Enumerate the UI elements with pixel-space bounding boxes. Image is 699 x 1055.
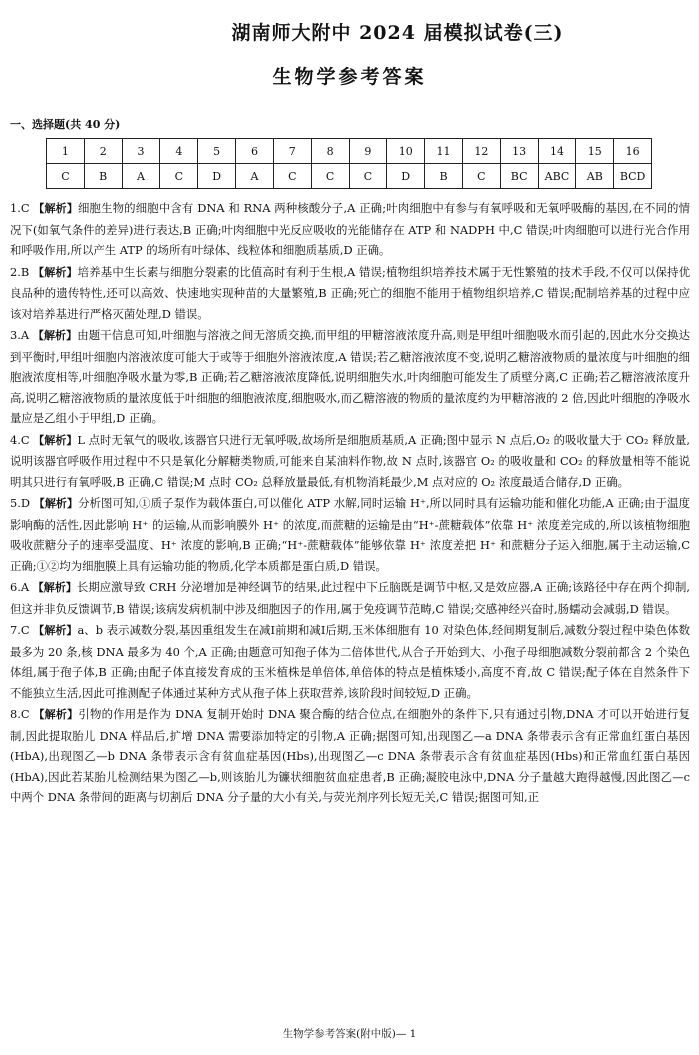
answer-key-cell: A bbox=[236, 164, 274, 189]
answer-key-cell: BCD bbox=[614, 164, 652, 189]
question-number-cell: 15 bbox=[576, 139, 614, 164]
item-number: 2.B bbox=[10, 264, 30, 279]
analysis-tag: 【解析】 bbox=[32, 581, 77, 594]
answer-table bbox=[46, 138, 652, 189]
exam-title: 湖南师大附中 2024 届模拟试卷(三) bbox=[231, 22, 564, 44]
analysis-tag: 【解析】 bbox=[33, 708, 79, 721]
item-number: 3.A bbox=[10, 328, 30, 342]
answer-key-cell: C bbox=[462, 164, 500, 189]
item-number: 5.D bbox=[10, 496, 31, 510]
item-number: 6.A bbox=[10, 580, 30, 594]
explanation-item bbox=[10, 325, 690, 429]
question-number-cell: 7 bbox=[273, 139, 311, 164]
item-number: 8.C bbox=[10, 707, 30, 721]
item-number: 4.C bbox=[10, 432, 30, 447]
item-text: 长期应激导致 CRH 分泌增加是神经调节的结果,此过程中下丘脑既是调节中枢,又是效应器,A 正确;该路径中存在两个抑制,但这并非负反馈调节,B 错误;该病发病机制中涉及细胞因子的作用,属于免疫调节范畴,C 错误;交感神经兴奋时,肠蠕动会减弱,D 错误。 bbox=[10, 580, 691, 616]
item-number: 7.C bbox=[10, 623, 30, 637]
answer-key-cell: BC bbox=[500, 164, 538, 189]
answer-key-cell: D bbox=[198, 164, 236, 189]
question-number-cell: 16 bbox=[614, 139, 652, 164]
explanation-item bbox=[10, 430, 690, 493]
item-text: 引物的作用是作为 DNA 复制开始时 DNA 聚合酶的结合位点,在细胞外的条件下,只有通过引物,DNA 才可以开始进行复制,因此提取胎儿 DNA 样品后,扩增 DNA 需要添加特定的引物,A 正确;据图可知,出现图乙—a DNA 条带表示含有正常血红蛋白基因(HbA),出现图乙—b DNA 条带表示含有贫血症基因(Hbs),出现图乙—c DNA 条带表示含有贫血症基因(Hbs)和正常血红蛋白基因(HbA),因此若某胎儿检测结果为图乙—b,则该胎儿为镰状细胞贫血症患者,B 正确;凝胶电泳中,DNA 分子量越大跑得越慢,因此图乙—c 中两个 DNA 条带间的距离与切割后 DNA 分子量的大小有关,与荧光剂序列长短无关,C 错误;据图可知,正 bbox=[10, 707, 691, 804]
item-text: 培养基中生长素与细胞分裂素的比值高时有利于生根,A 错误;植物组织培养技术属于无性繁殖的技术手段,不仅可以保持优良品种的遗传特性,还可以高效、快速地实现种苗的大量繁殖,B 正确;死亡的细胞不能用于植物组织培养,C 错误;配制培养基的过程中应该对培养基进行严格灭菌处理,D 错误。 bbox=[10, 264, 690, 321]
question-number-cell: 11 bbox=[425, 139, 463, 164]
answer-key-cell: C bbox=[349, 164, 387, 189]
analysis-tag: 【解析】 bbox=[33, 624, 78, 637]
item-text: a、b 表示减数分裂,基因重组发生在减Ⅰ前期和减Ⅰ后期,玉米体细胞有 10 对染色体,经间期复制后,减数分裂过程中染色体数最多为 20 条,核 DNA 最多为 40 个,A 正确;由题意可知孢子体为二倍体世代,从合子开始到大、小孢子母细胞减数分裂前都含 2 个染色体组,属于孢子体,B 正确;由配子体直接发育成的玉米植株是单倍体,单倍体的特点是植株矮小,高度不育,故 C 错误;配子体在自然条件下不能独立生活,因此可推测配子体通过某种方式从孢子体上获取营养,该阶段时间较短,D 正确。 bbox=[10, 623, 690, 700]
question-number-cell: 2 bbox=[84, 139, 122, 164]
question-number-cell: 13 bbox=[500, 139, 538, 164]
question-number-cell: 14 bbox=[538, 139, 576, 164]
section-heading: 一、选择题(共 40 分) bbox=[10, 118, 121, 131]
question-number-cell: 9 bbox=[349, 139, 387, 164]
analysis-tag: 【解析】 bbox=[32, 329, 78, 342]
item-text: 分析图可知,①质子泵作为载体蛋白,可以催化 ATP 水解,同时运输 H⁺,所以同时具有运输功能和催化功能,A 正确;由于温度影响酶的活性,因此影响 H⁺ 的运输,从而影响膜外 H⁺ 的浓度,而蔗糖的运输是由“H⁺-蔗糖载体”依靠 H⁺ 浓度差完成的,所以该植物细胞吸收蔗糖分子的速率受温度、H⁺ 浓度的影响,B 正确;“H⁺-蔗糖载体”能够依靠 H⁺ 浓度差把 H⁺ 和蔗糖分子运入细胞,属于主动运输,C 正确;①②均为细胞膜上具有运输功能的物质,化学本质都是蛋白质,D 错误。 bbox=[10, 496, 691, 573]
analysis-tag: 【解析】 bbox=[33, 433, 78, 447]
answer-key-cell: C bbox=[273, 164, 311, 189]
analysis-tag: 【解析】 bbox=[33, 497, 79, 510]
explanation-item bbox=[10, 493, 690, 576]
question-number-cell: 12 bbox=[462, 139, 500, 164]
question-number-cell: 1 bbox=[47, 139, 85, 164]
explanation-list bbox=[10, 198, 690, 809]
answer-key-cell: B bbox=[84, 164, 122, 189]
answer-key-cell: A bbox=[122, 164, 160, 189]
explanation-item bbox=[10, 198, 690, 261]
explanation-item bbox=[10, 704, 690, 808]
explanation-item bbox=[10, 577, 690, 619]
question-number-cell: 3 bbox=[122, 139, 160, 164]
item-number: 1.C bbox=[10, 201, 30, 215]
analysis-tag: 【解析】 bbox=[33, 202, 78, 215]
item-text: 细胞生物的细胞中含有 DNA 和 RNA 两种核酸分子,A 正确;叶肉细胞中有参与有氧呼吸和无氧呼吸酶的基因,在不同的情况下(如氧气条件的差异)进行表达,B 正确;叶肉细胞中光反应吸收的光能储存在 ATP 和 NADPH 中,C 错误;叶肉细胞可以进行光合作用和呼吸作用,所以产生 ATP 的场所有叶绿体、线粒体和细胞质基质,D 正确。 bbox=[10, 201, 690, 257]
answer-key-cell: C bbox=[47, 164, 85, 189]
answer-key-cell: C bbox=[160, 164, 198, 189]
item-text: 由题干信息可知,叶细胞与溶液之间无溶质交换,而甲组的甲糖溶液浓度升高,则是甲组叶细胞吸水而引起的,因此水分交换达到平衡时,甲组叶细胞内溶液浓度可能大于或等于细胞外溶液浓度,A 错误;若乙糖溶液浓度不变,说明乙糖溶液物质的量浓度与叶细胞的细胞液浓度相等,叶细胞净吸水量为零,B 正确;若乙糖溶液浓度降低,说明细胞失水,叶肉细胞可能发生了质壁分离,C 正确;若乙糖溶液浓度升高,说明乙糖溶液物质的量浓度低于叶细胞的细胞液浓度,细胞吸水,而乙糖溶液的物质的量浓度约为甲糖溶液的 2 倍,因此叶细胞的净吸水量应是乙组小于甲组,D 正确。 bbox=[10, 328, 690, 425]
explanation-item bbox=[10, 262, 690, 325]
answer-key-cell: C bbox=[311, 164, 349, 189]
answer-key-cell: ABC bbox=[538, 164, 576, 189]
item-text: L 点时无氧气的吸收,该器官只进行无氧呼吸,故场所是细胞质基质,A 正确;图中显示 N 点后,O₂ 的吸收量大于 CO₂ 释放量,说明该器官呼吸作用过程中不只是氧化分解糖类物质,可能来自某油料作物,故 N 点时,该器官 O₂ 的吸收量和 CO₂ 的释放量相等不能说明其只进行有氧呼吸,B 正确,C 错误;M 点时 CO₂ 总释放量最低,有机物消耗最少,M 点对应的 O₂ 浓度最适合储存,D 正确。 bbox=[10, 432, 690, 489]
question-number-cell: 6 bbox=[236, 139, 274, 164]
question-number-cell: 5 bbox=[198, 139, 236, 164]
question-number-row bbox=[47, 139, 652, 164]
answer-key-cell: B bbox=[425, 164, 463, 189]
answer-key-row bbox=[47, 164, 652, 189]
answer-key-title: 生物学参考答案 bbox=[272, 66, 427, 88]
page-footer: 生物学参考答案(附中版)— 1 bbox=[282, 1028, 417, 1040]
answer-key-cell: D bbox=[387, 164, 425, 189]
question-number-cell: 10 bbox=[387, 139, 425, 164]
question-number-cell: 8 bbox=[311, 139, 349, 164]
answer-key-cell: AB bbox=[576, 164, 614, 189]
explanation-item bbox=[10, 620, 690, 703]
analysis-tag: 【解析】 bbox=[33, 265, 78, 279]
question-number-cell: 4 bbox=[160, 139, 198, 164]
